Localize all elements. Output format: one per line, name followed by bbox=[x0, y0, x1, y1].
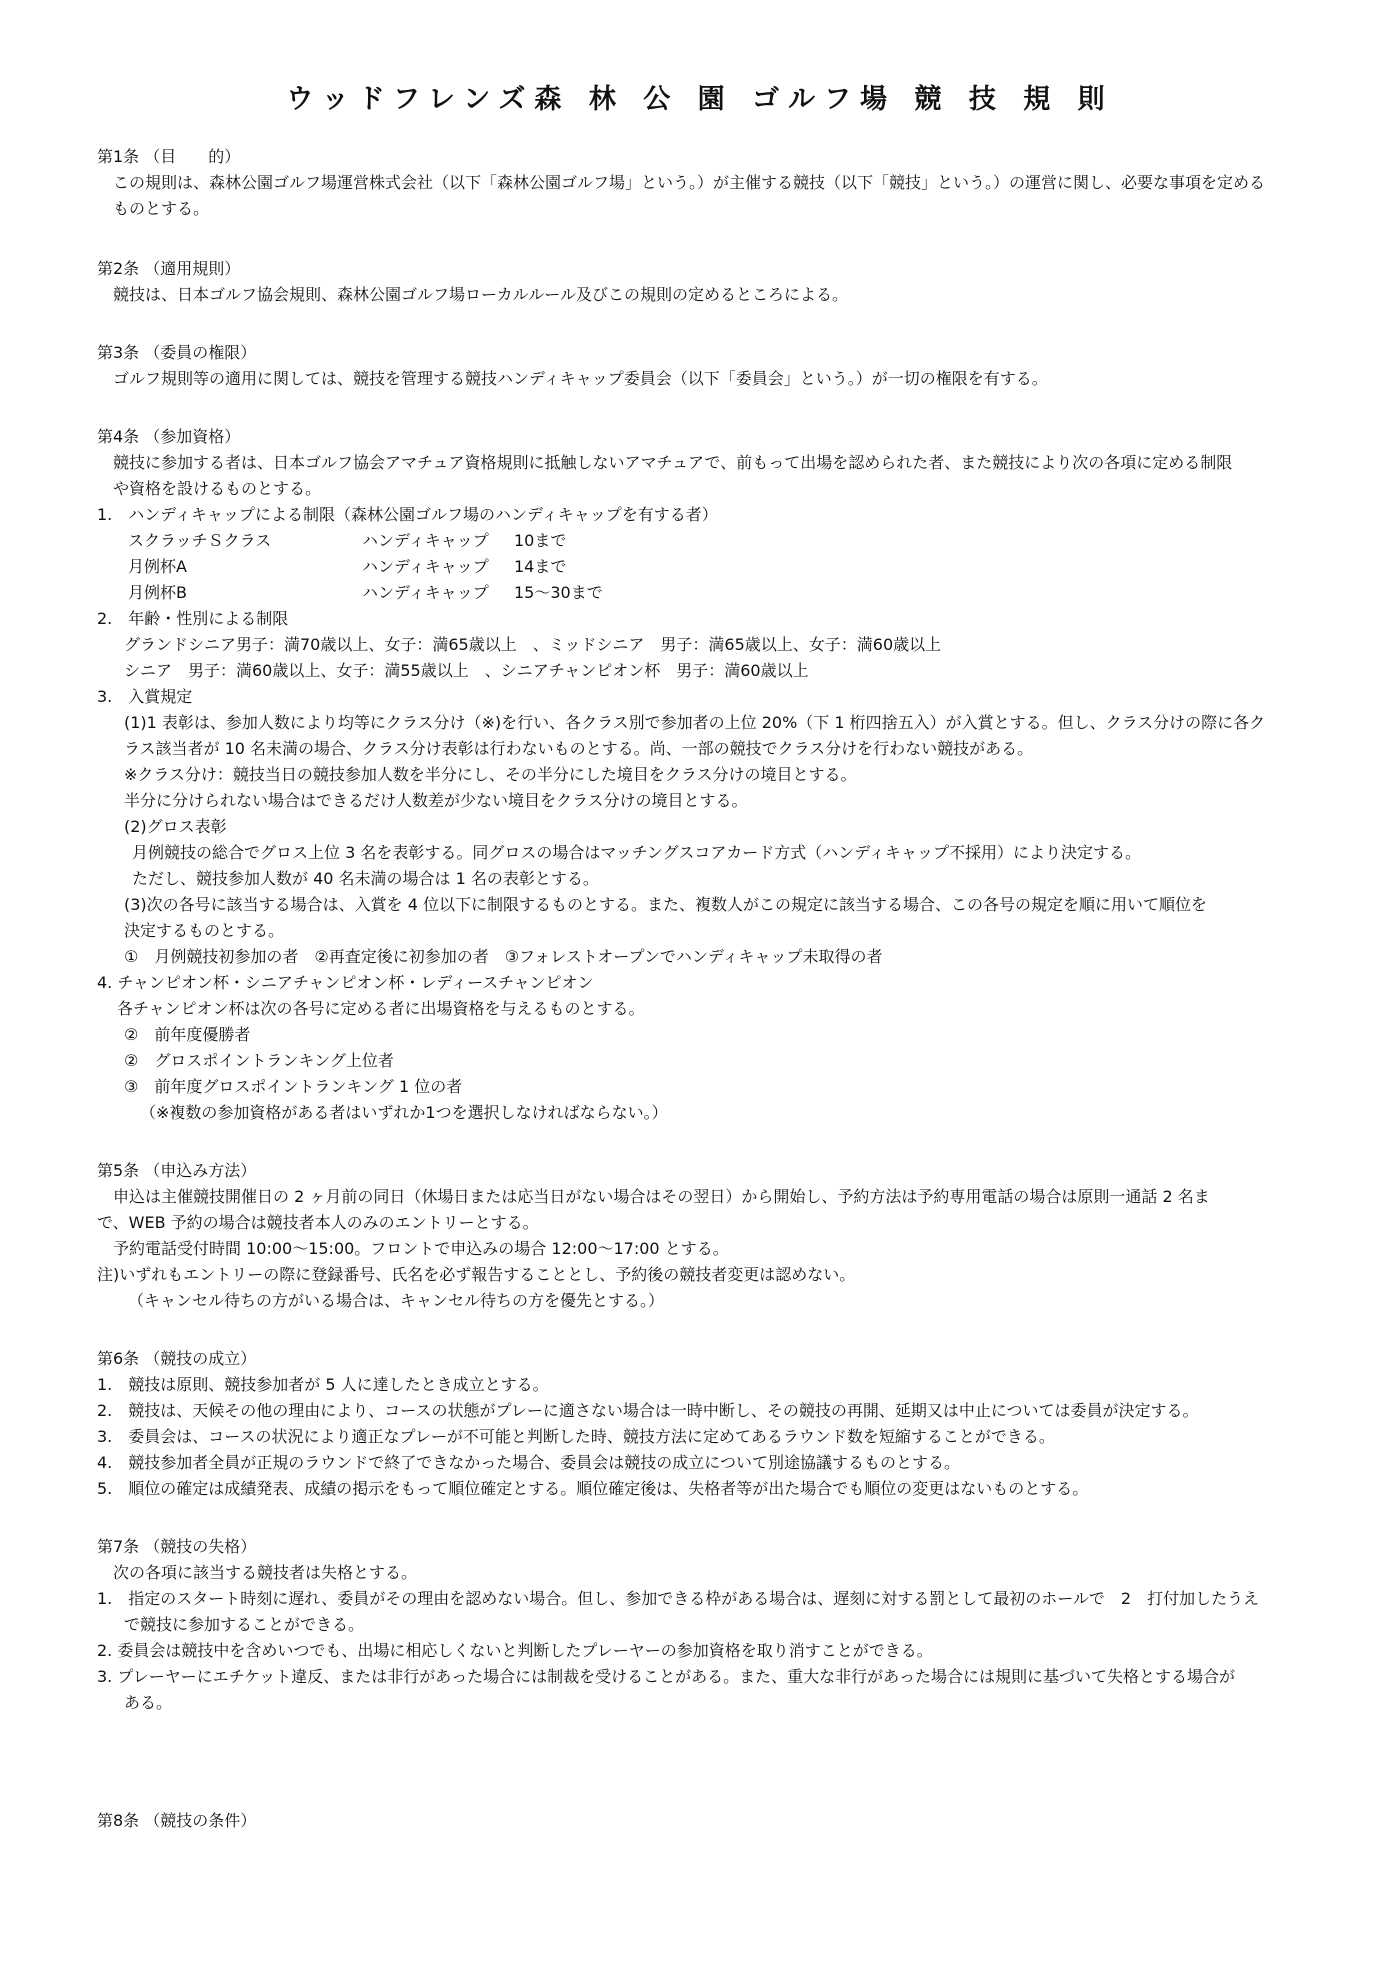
article-2-text: 競技は、日本ゴルフ協会規則、森林公園ゴルフ場ローカルルール及びこの規則の定めるところによる。 bbox=[113, 285, 848, 304]
award-rule: 半分に分けられない場合はできるだけ人数差が少ない境目をクラス分けの境目とする。 bbox=[124, 791, 748, 810]
article-6-heading: 第6条 （競技の成立） bbox=[97, 1349, 257, 1368]
list-item: 2. 委員会は競技中を含めいつでも、出場に相応しくないと判断したプレーヤーの参加資格を取り消すことができる。 bbox=[97, 1641, 933, 1660]
hc-value: 14まで bbox=[514, 557, 567, 576]
article-2-heading: 第2条 （適用規則） bbox=[97, 259, 241, 278]
award-rule: ※クラス分け：競技当日の競技参加人数を半分にし、その半分にした境目をクラス分けの境目とする。 bbox=[124, 765, 857, 784]
champion-rule: （※複数の参加資格がある者はいずれか1つを選択しなければならない。） bbox=[140, 1103, 668, 1122]
champion-rule: ② グロスポイントランキング上位者 bbox=[124, 1051, 394, 1070]
champion-rule: 各チャンピオン杯は次の各号に定める者に出場資格を与えるものとする。 bbox=[117, 999, 645, 1018]
hc-class: スクラッチＳクラス bbox=[128, 531, 272, 550]
champion-rule: ③ 前年度グロスポイントランキング 1 位の者 bbox=[124, 1077, 463, 1096]
article-7-text: 次の各項に該当する競技者は失格とする。 bbox=[113, 1563, 418, 1582]
article-4-heading: 第4条 （参加資格） bbox=[97, 427, 241, 446]
article-7-heading: 第7条 （競技の失格） bbox=[97, 1537, 257, 1556]
award-rule: 決定するものとする。 bbox=[124, 921, 285, 940]
list-item: 2. 競技は、天候その他の理由により、コースの状態がプレーに適さない場合は一時中断し、その競技の再開、延期又は中止については委員が決定する。 bbox=[97, 1401, 1199, 1420]
award-rule: (1)1 表彰は、参加人数により均等にクラス分け（※)を行い、各クラス別で参加者の上位 20%（下 1 桁四捨五入）が入賞とする。但し、クラス分けの際に各ク bbox=[124, 713, 1266, 732]
list-item: 1. 指定のスタート時刻に遅れ、委員がその理由を認めない場合。但し、参加できる枠がある場合は、遅刻に対する罰として最初のホールで 2 打付加したうえ bbox=[97, 1589, 1260, 1608]
award-rule: (3)次の各号に該当する場合は、入賞を 4 位以下に制限するものとする。また、複数人がこの規定に該当する場合、この各号の規定を順に用いて順位を bbox=[124, 895, 1208, 914]
article-3-heading: 第3条 （委員の権限） bbox=[97, 343, 257, 362]
list-item: 4. 競技参加者全員が正規のラウンドで終了できなかった場合、委員会は競技の成立について別途協議するものとする。 bbox=[97, 1453, 960, 1472]
page-title: ウッドフレンズ森 林 公 園 ゴルフ場 競 技 規 則 bbox=[286, 84, 1114, 115]
list-item: 3. 委員会は、コースの状況により適正なプレーが不可能と判断した時、競技方法に定めてあるラウンド数を短縮することができる。 bbox=[97, 1427, 1055, 1446]
award-rule: (2)グロス表彰 bbox=[124, 817, 227, 836]
list-item: で競技に参加することができる。 bbox=[124, 1615, 365, 1634]
list-item: ある。 bbox=[124, 1693, 173, 1712]
award-rule: ① 月例競技初参加の者 ②再査定後に初参加の者 ③フォレストオープンでハンディキャップ未取得の者 bbox=[124, 947, 883, 966]
list-item: 5. 順位の確定は成績発表、成績の掲示をもって順位確定とする。順位確定後は、失格者等が出た場合でも順位の変更はないものとする。 bbox=[97, 1479, 1089, 1498]
award-rule: ただし、競技参加人数が 40 名未満の場合は 1 名の表彰とする。 bbox=[132, 869, 599, 888]
article-1-heading: 第1条 （目 的） bbox=[97, 147, 241, 166]
article-4-text: や資格を設けるものとする。 bbox=[113, 479, 322, 498]
section-heading: 1. ハンディキャップによる制限（森林公園ゴルフ場のハンディキャップを有する者） bbox=[97, 505, 718, 524]
article-4-text: 競技に参加する者は、日本ゴルフ協会アマチュア資格規則に抵触しないアマチュアで、前もって出場を認められた者、また競技により次の各項に定める制限 bbox=[113, 453, 1233, 472]
article-5-text: 予約電話受付時間 10:00～15:00。フロントで申込みの場合 12:00～17:00 とする。 bbox=[113, 1239, 729, 1258]
list-item: 1. 競技は原則、競技参加者が 5 人に達したとき成立とする。 bbox=[97, 1375, 549, 1394]
champion-rule: ② 前年度優勝者 bbox=[124, 1025, 251, 1044]
list-item: 3. プレーヤーにエチケット違反、または非行があった場合には制裁を受けることがある。また、重大な非行があった場合には規則に基づいて失格とする場合が bbox=[97, 1667, 1235, 1686]
article-8-heading: 第8条 （競技の条件） bbox=[97, 1811, 257, 1830]
article-5-text: （キャンセル待ちの方がいる場合は、キャンセル待ちの方を優先とする。） bbox=[128, 1291, 665, 1310]
article-5-text: で、WEB 予約の場合は競技者本人のみのエントリーとする。 bbox=[97, 1213, 539, 1232]
age-rule: グランドシニア男子：満70歳以上、女子：満65歳以上 、ミッドシニア 男子：満65歳以上、女子：満60歳以上 bbox=[124, 635, 942, 654]
hc-label: ハンディキャップ bbox=[362, 531, 489, 550]
age-rule: シニア 男子：満60歳以上、女子：満55歳以上 、シニアチャンピオン杯 男子：満60歳以上 bbox=[124, 661, 809, 680]
hc-class: 月例杯B bbox=[128, 583, 187, 602]
article-5-text: 申込は主催競技開催日の 2 ヶ月前の同日（休場日または応当日がない場合はその翌日）から開始し、予約方法は予約専用電話の場合は原則一通話 2 名ま bbox=[113, 1187, 1210, 1206]
article-5-text: 注)いずれもエントリーの際に登録番号、氏名を必ず報告することとし、予約後の競技者変更は認めない。 bbox=[97, 1265, 856, 1284]
article-5-heading: 第5条 （申込み方法） bbox=[97, 1161, 257, 1180]
article-1-text: ものとする。 bbox=[113, 199, 210, 218]
hc-label: ハンディキャップ bbox=[362, 583, 489, 602]
hc-value: 10まで bbox=[514, 531, 567, 550]
section-heading: 2. 年齢・性別による制限 bbox=[97, 609, 289, 628]
section-heading: 4. チャンピオン杯・シニアチャンピオン杯・レディースチャンピオン bbox=[97, 973, 594, 992]
article-3-text: ゴルフ規則等の適用に関しては、競技を管理する競技ハンディキャップ委員会（以下「委員会」という。）が一切の権限を有する。 bbox=[113, 369, 1048, 388]
article-1-text: この規則は、森林公園ゴルフ場運営株式会社（以下「森林公園ゴルフ場」という。）が主催する競技（以下「競技」という。）の運営に関し、必要な事項を定める bbox=[113, 173, 1266, 192]
hc-label: ハンディキャップ bbox=[362, 557, 489, 576]
hc-class: 月例杯A bbox=[128, 557, 187, 576]
hc-value: 15～30まで bbox=[514, 583, 603, 602]
section-heading: 3. 入賞規定 bbox=[97, 687, 193, 706]
award-rule: 月例競技の総合でグロス上位 3 名を表彰する。同グロスの場合はマッチングスコアカード方式（ハンディキャップ不採用）により決定する。 bbox=[132, 843, 1141, 862]
award-rule: ラス該当者が 10 名未満の場合、クラス分け表彰は行わないものとする。尚、一部の競技でクラス分けを行わない競技がある。 bbox=[124, 739, 1034, 758]
